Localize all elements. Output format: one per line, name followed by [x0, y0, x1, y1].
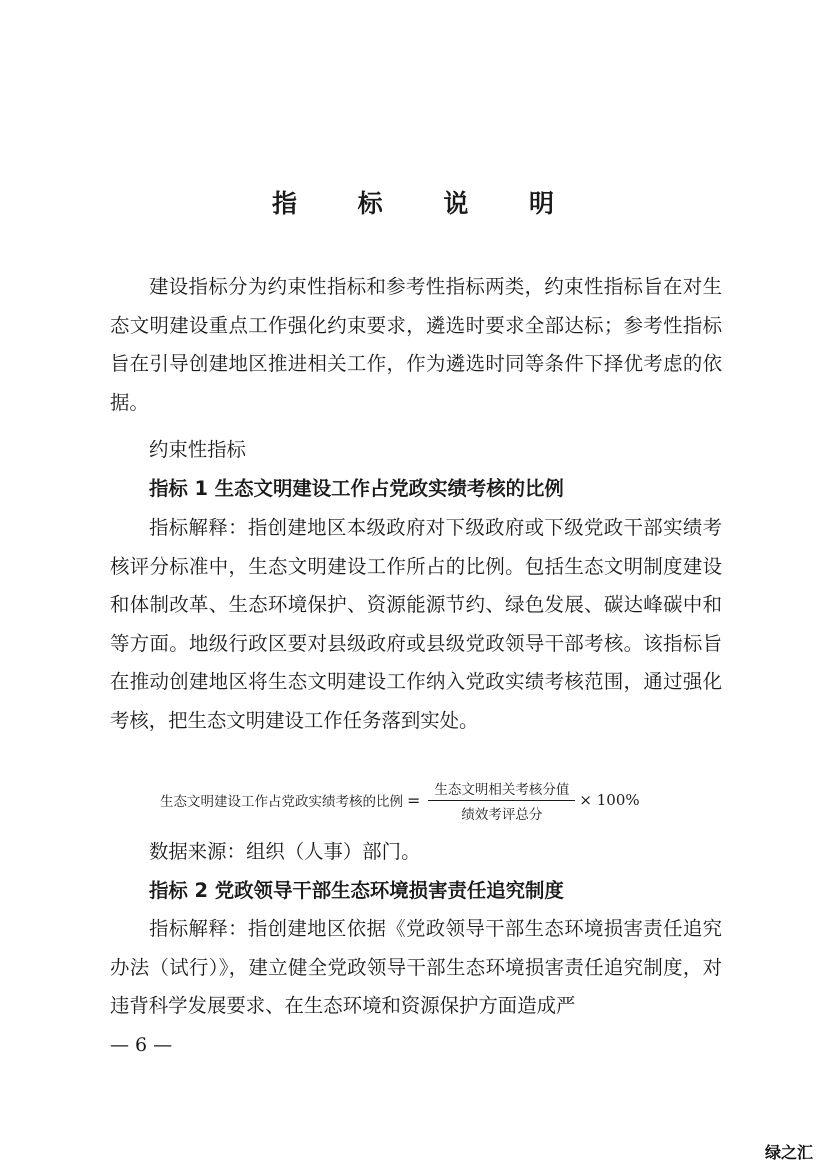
- formula-numerator: 生态文明相关考核分值: [428, 778, 575, 801]
- formula-denominator: 绩效考评总分: [461, 806, 543, 823]
- intro-paragraph: 建设指标分为约束性指标和参考性指标两类，约束性指标旨在对生态文明建设重点工作强化约束要求，遴选时要求全部达标；参考性指标旨在引导创建地区推进相关工作，作为遴选时同等条件下择优考虑的依据。: [110, 275, 722, 414]
- indicator1-heading: 指标 1 生态文明建设工作占党政实绩考核的比例: [149, 477, 564, 500]
- indicator1-explanation: 指标解释：指创建地区本级政府对下级政府或下级党政干部实绩考核评分标准中，生态文明建设工作所占的比例。包括生态文明制度建设和体制改革、生态环境保护、资源能源节约、绿色发展、碳达峰碳中和等方面。地级行政区要对县级政府或县级党政领导干部考核。该指标旨在推动创建地区将生态文明建设工作纳入党政实绩考核范围，通过强化考核，把生态文明建设工作任务落到实处。: [110, 516, 722, 732]
- page-title: 指 标 说 明: [271, 189, 581, 218]
- formula-equals: =: [407, 790, 421, 810]
- section-heading: 约束性指标: [149, 438, 246, 461]
- indicator2-heading: 指标 2 党政领导干部生态环境损害责任追究制度: [149, 879, 564, 902]
- watermark: 绿之汇: [765, 1143, 814, 1162]
- indicator1-data-source: 数据来源：组织（人事）部门。: [149, 840, 421, 863]
- page-number: — 6 —: [110, 1034, 173, 1056]
- indicator2-explanation: 指标解释：指创建地区依据《党政领导干部生态环境损害责任追究办法（试行）》，建立健全党政领导干部生态环境损害责任追究制度，对违背科学发展要求、在生态环境和资源保护方面造成严: [110, 917, 722, 1017]
- indicator1-formula: [160, 780, 640, 823]
- formula-multiplier: × 100%: [579, 791, 640, 809]
- formula-fraction: [428, 778, 575, 823]
- formula-lhs: 生态文明建设工作占党政实绩考核的比例: [160, 794, 403, 810]
